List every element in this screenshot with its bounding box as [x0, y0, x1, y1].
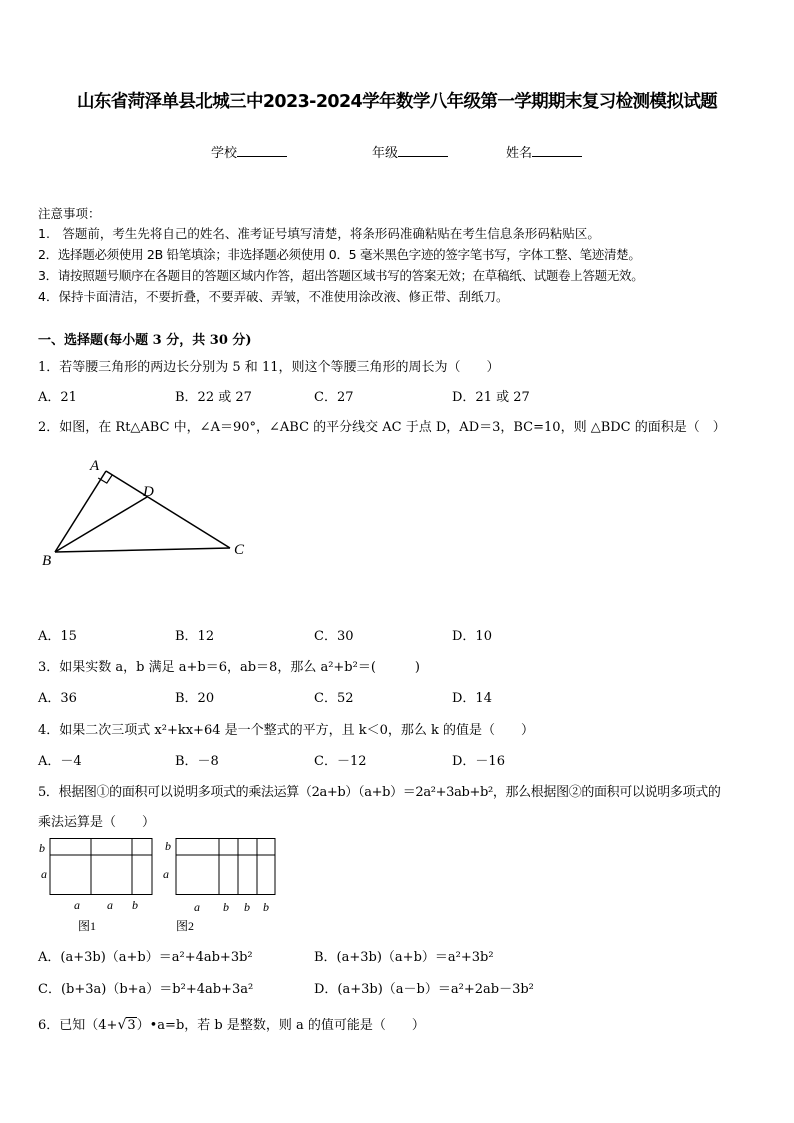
- q2-option-c: C．30: [314, 629, 354, 644]
- notice-item: 1. 答题前，考生先将自己的姓名、准考证号填写清楚，将条形码准确粘贴在考生信息条形码粘贴区。: [38, 226, 600, 241]
- question-5-stem-cont: 乘法运算是（ ）: [38, 815, 156, 830]
- q1-option-b: B．22 或 27: [175, 390, 252, 405]
- q5-option-a: A．(a+3b)（a+b）＝a²+4ab+3b²: [38, 950, 253, 965]
- grade-field: [372, 142, 448, 161]
- school-field: [211, 142, 287, 161]
- page-title: 山东省菏泽单县北城三中2023-2024学年数学八年级第一学期期末复习检测模拟试题: [76, 92, 718, 112]
- q1-option-a: A．21: [38, 390, 77, 405]
- q1-option-c: C．27: [314, 390, 354, 405]
- fig2-bottom-label: a: [194, 900, 200, 914]
- fig2-bottom-label: b: [263, 900, 269, 914]
- grade-label: 年级: [372, 146, 399, 161]
- side-ac: [106, 471, 230, 548]
- side-bc: [55, 548, 230, 552]
- label-a: A: [90, 458, 100, 474]
- fig1-bottom-label: a: [107, 898, 113, 912]
- q1-option-d: D．21 或 27: [452, 390, 530, 405]
- fig1-label-a: a: [41, 867, 47, 881]
- fig2-bottom-label: b: [223, 900, 229, 914]
- label-c: C: [234, 542, 245, 558]
- section-heading: 一、选择题(每小题 3 分，共 30 分): [38, 333, 252, 348]
- grade-blank[interactable]: [398, 144, 448, 157]
- fig1-label-b: b: [39, 841, 45, 855]
- q3-option-c: C．52: [314, 691, 354, 706]
- question-1-stem: 1．若等腰三角形的两边长分别为 5 和 11，则这个等腰三角形的周长为（ ）: [38, 360, 500, 375]
- question-5-stem: 5．根据图①的面积可以说明多项式的乘法运算（2a+b）（a+b）＝2a²+3ab+b²，那么根据图②的面积可以说明多项式的: [38, 785, 721, 800]
- fig2-rect: [176, 839, 275, 895]
- fig2-bottom-label: b: [244, 900, 250, 914]
- fig1-rect: [50, 839, 152, 895]
- q2-option-a: A．15: [38, 629, 77, 644]
- fig1-caption: 图1: [78, 919, 97, 933]
- q4-option-b: B．－8: [175, 754, 219, 769]
- notice-item: 3．请按照题号顺序在各题目的答题区域内作答，超出答题区域书写的答案无效；在草稿纸、试题卷上答题无效。: [38, 268, 644, 283]
- bisector-bd: [55, 497, 147, 552]
- q4-option-d: D．－16: [452, 754, 505, 769]
- label-b: B: [42, 553, 52, 569]
- name-blank[interactable]: [532, 144, 582, 157]
- notice-item: 2．选择题必须使用 2B 铅笔填涂；非选择题必须使用 0．5 毫米黑色字迹的签字笔书写，字体工整、笔迹清楚。: [38, 247, 641, 262]
- q3-option-b: B．20: [175, 691, 215, 706]
- question-4-stem: 4．如果二次三项式 x²+kx+64 是一个整式的平方，且 k＜0，那么 k 的值是（ ）: [38, 723, 535, 738]
- question-2-stem: 2．如图，在 Rt△ABC 中，∠A＝90°，∠ABC 的平分线交 AC 于点 D，AD＝3，BC=10，则 △BDC 的面积是（ ）: [38, 420, 726, 435]
- school-label: 学校: [211, 146, 238, 161]
- fig2-label-b: b: [165, 839, 171, 853]
- sqrt-arg: 3: [127, 1018, 136, 1033]
- q6-stem-pre: 6．已知（4+: [38, 1018, 118, 1033]
- q6-stem-post: ）•a=b，若 b 是整数，则 a 的值可能是（ ）: [136, 1018, 425, 1033]
- q5-figures: [36, 836, 286, 936]
- fig1-bottom-label: b: [132, 898, 138, 912]
- sqrt-icon: √: [117, 1017, 127, 1033]
- q2-option-b: B．12: [175, 629, 215, 644]
- fig1-bottom-label: a: [74, 898, 80, 912]
- side-ab: [55, 471, 106, 552]
- q3-option-d: D．14: [452, 691, 492, 706]
- q5-option-c: C．(b+3a)（b+a）＝b²+4ab+3a²: [38, 982, 254, 997]
- school-blank[interactable]: [237, 144, 287, 157]
- fig2-label-a: a: [163, 867, 169, 881]
- q5-option-b: B．(a+3b)（a+b）＝a²+3b²: [314, 950, 494, 965]
- triangle-figure: [30, 452, 260, 577]
- q2-option-d: D．10: [452, 629, 492, 644]
- question-6-stem: [38, 1014, 425, 1033]
- fig2-caption: 图2: [176, 919, 195, 933]
- label-d: D: [143, 484, 154, 500]
- notice-item: 4．保持卡面清洁，不要折叠，不要弄破、弄皱，不准使用涂改液、修正带、刮纸刀。: [38, 289, 509, 304]
- name-field: [506, 142, 582, 161]
- question-3-stem: 3．如果实数 a，b 满足 a+b＝6，ab＝8，那么 a²+b²＝( ): [38, 660, 420, 675]
- right-angle-mark: [98, 475, 112, 484]
- q5-option-d: D．(a+3b)（a－b）＝a²+2ab－3b²: [314, 982, 534, 997]
- q4-option-a: A．－4: [38, 754, 82, 769]
- notice-heading: 注意事项：: [38, 206, 101, 221]
- name-label: 姓名: [506, 146, 533, 161]
- q3-option-a: A．36: [38, 691, 77, 706]
- q4-option-c: C．－12: [314, 754, 367, 769]
